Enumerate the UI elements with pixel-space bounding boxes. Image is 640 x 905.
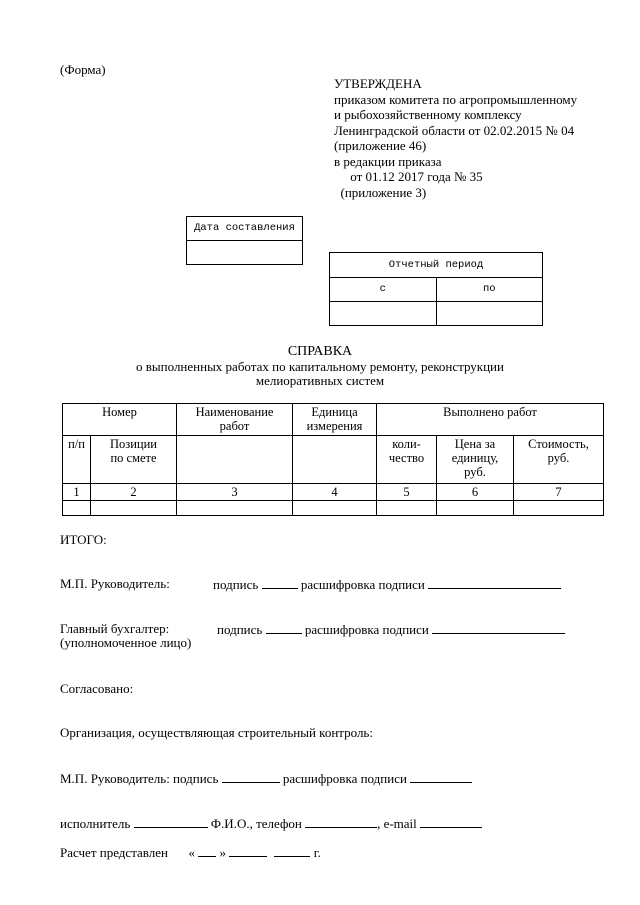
- org-head-row: [60, 770, 472, 787]
- column-number: 6: [437, 484, 514, 501]
- subheader-empty: [293, 436, 377, 484]
- title-line: мелиоративных систем: [255, 373, 385, 388]
- month-line[interactable]: [229, 844, 267, 857]
- subheader-pp: п/п: [63, 436, 91, 484]
- day-line[interactable]: [198, 844, 216, 857]
- sign-label: подпись: [213, 577, 259, 592]
- approval-line: от 01.12 2017 года № 35: [334, 169, 483, 184]
- org-label: Организация, осуществляющая строительный контроль:: [60, 725, 373, 740]
- date-box-field[interactable]: [187, 241, 302, 264]
- approval-line: в редакции приказа: [334, 153, 442, 169]
- header-name-line: Наименование: [195, 405, 274, 419]
- period-to-field[interactable]: [436, 302, 543, 325]
- signature-line[interactable]: [262, 576, 298, 589]
- decode-line[interactable]: [410, 770, 472, 783]
- subheader-line: коли-: [392, 437, 421, 451]
- date-box-label: Дата составления: [187, 217, 302, 241]
- phone-line[interactable]: [305, 815, 377, 828]
- signature-line[interactable]: [222, 770, 280, 783]
- subheader-position: [91, 436, 177, 484]
- column-number: 7: [514, 484, 604, 501]
- head-signature-row: [213, 576, 561, 593]
- header-number: Номер: [63, 404, 177, 436]
- header-name: [177, 404, 293, 436]
- subheader-line: Цена за: [454, 437, 496, 451]
- subheader-empty: [177, 436, 293, 484]
- title-main: СПРАВКА: [287, 344, 353, 359]
- subheader-line: Стоимость,: [528, 437, 589, 451]
- submitted-row: [60, 844, 321, 861]
- year-suffix: г.: [313, 845, 321, 860]
- subheader-line: руб.: [464, 465, 486, 479]
- subheader-line: единицу,: [451, 451, 499, 465]
- period-from-label: с: [379, 283, 386, 295]
- header-unit: [293, 404, 377, 436]
- org-head-label: М.П. Руководитель: подпись: [60, 771, 219, 786]
- period-box-label: Отчетный период: [330, 253, 542, 278]
- table-cell[interactable]: [437, 501, 514, 516]
- head-label: М.П. Руководитель:: [60, 576, 170, 591]
- approval-line: (приложение 46): [334, 138, 427, 153]
- header-done: Выполнено работ: [377, 404, 604, 436]
- subheader-price: [437, 436, 514, 484]
- fio-label: Ф.И.О., телефон: [210, 816, 302, 831]
- close-quote: »: [219, 845, 226, 860]
- table-cell[interactable]: [91, 501, 177, 516]
- subheader-line: чество: [388, 451, 425, 465]
- table-subheader-row: [63, 436, 604, 484]
- form-label: (Форма): [60, 62, 106, 77]
- accountant-signature-row: [217, 621, 565, 638]
- approval-line: приказом комитета по агропромышленному: [334, 91, 578, 107]
- decode-label: расшифровка подписи: [304, 622, 429, 637]
- decode-label: расшифровка подписи: [282, 771, 407, 786]
- accountant-sublabel: (уполномоченное лицо): [60, 635, 192, 650]
- email-line[interactable]: [420, 815, 482, 828]
- table-cell[interactable]: [377, 501, 437, 516]
- document-title: [0, 345, 640, 389]
- column-number: 1: [63, 484, 91, 501]
- table-cell[interactable]: [514, 501, 604, 516]
- table-row: [63, 501, 604, 516]
- email-label: , e-mail: [377, 816, 417, 831]
- executor-row: [60, 815, 482, 832]
- header-name-line: работ: [219, 419, 250, 433]
- date-box: [186, 216, 303, 265]
- header-unit-line: измерения: [306, 419, 363, 433]
- sign-label: подпись: [217, 622, 263, 637]
- works-table: [62, 403, 604, 516]
- decode-line[interactable]: [432, 621, 565, 634]
- approval-line: Ленинградской области от 02.02.2015 № 04: [334, 122, 575, 138]
- column-number: 2: [91, 484, 177, 501]
- subheader-quantity: [377, 436, 437, 484]
- decode-label: расшифровка подписи: [300, 577, 425, 592]
- table-cell[interactable]: [177, 501, 293, 516]
- open-quote: «: [188, 845, 195, 860]
- subheader-line: руб.: [547, 451, 570, 465]
- approval-block: [334, 76, 577, 200]
- period-to-label: по: [436, 278, 543, 301]
- approval-line: и рыбохозяйственному комплексу: [334, 107, 522, 122]
- table-cell[interactable]: [63, 501, 91, 516]
- header-unit-line: Единица: [311, 405, 358, 419]
- column-number: 5: [377, 484, 437, 501]
- approval-line: УТВЕРЖДЕНА: [334, 76, 422, 91]
- agreed-label: Согласовано:: [60, 681, 134, 696]
- year-line[interactable]: [274, 844, 310, 857]
- table-header-row: [63, 404, 604, 436]
- table-cell[interactable]: [293, 501, 377, 516]
- subheader-line: по смете: [110, 451, 157, 465]
- signature-line[interactable]: [266, 621, 302, 634]
- executor-name-line[interactable]: [134, 815, 208, 828]
- subheader-cost: [514, 436, 604, 484]
- period-box: [329, 252, 543, 326]
- submitted-label: Расчет представлен: [60, 845, 168, 860]
- column-number-row: [63, 484, 604, 501]
- total-label: ИТОГО:: [60, 532, 107, 547]
- title-line: о выполненных работах по капитальному ремонту, реконструкции: [136, 358, 504, 374]
- executor-label: исполнитель: [60, 816, 131, 831]
- column-number: 3: [177, 484, 293, 501]
- column-number: 4: [293, 484, 377, 501]
- approval-line: (приложение 3): [334, 184, 427, 200]
- period-from-field[interactable]: [330, 302, 436, 325]
- subheader-line: Позиции: [110, 437, 157, 451]
- decode-line[interactable]: [428, 576, 561, 589]
- accountant-label: Главный бухгалтер:: [60, 621, 170, 636]
